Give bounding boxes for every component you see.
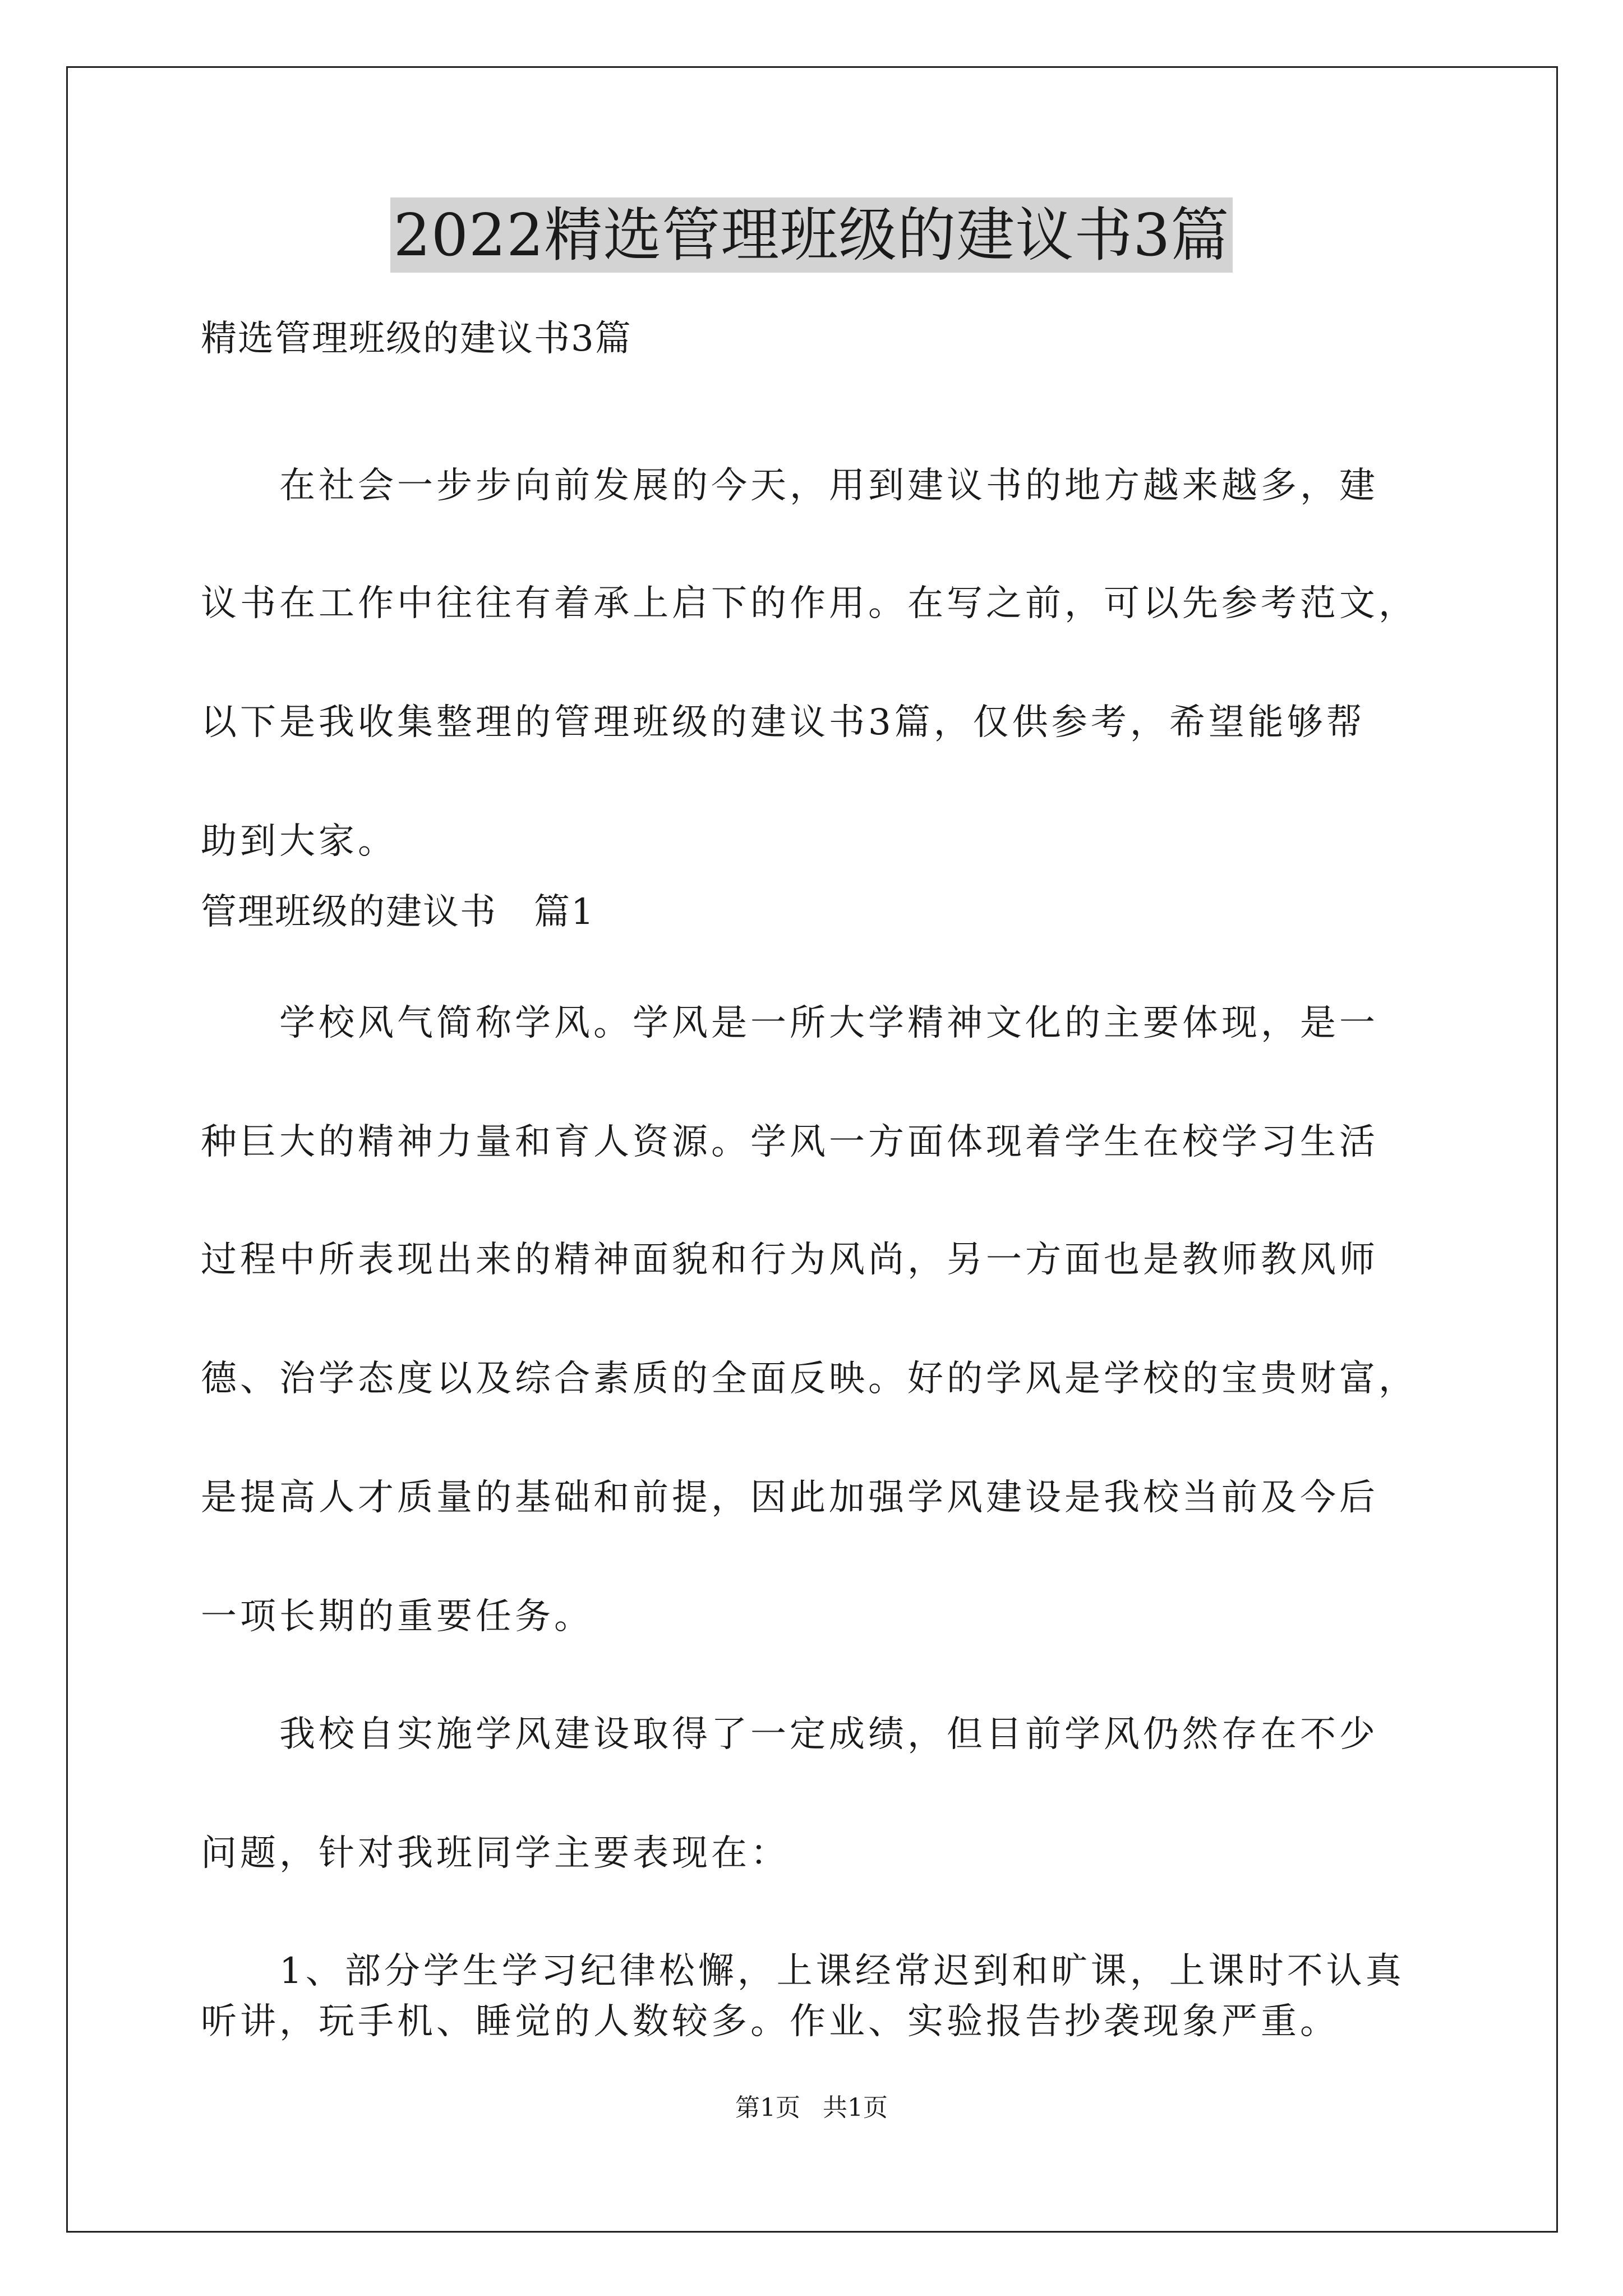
paragraph-line: 1、部分学生学习纪律松懈，上课经常迟到和旷课，上课时不认真 <box>201 1950 1405 1992</box>
page-total: 共1页 <box>823 2093 888 2122</box>
paragraph-line: 一项长期的重要任务。 <box>201 1596 593 1637</box>
paragraph-line: 德、治学态度以及综合素质的全面反映。好的学风是学校的宝贵财富， <box>201 1358 1418 1400</box>
paragraph-line: 种巨大的精神力量和育人资源。学风一方面体现着学生在校学习生活 <box>201 1121 1378 1163</box>
title-container <box>0 197 1623 273</box>
paragraph-line: 我校自实施学风建设取得了一定成绩，但目前学风仍然存在不少 <box>201 1714 1378 1755</box>
page-number: 第1页 <box>735 2093 800 2122</box>
intro-line: 在社会一步步向前发展的今天，用到建议书的地方越来越多，建 <box>201 465 1378 507</box>
section-heading: 管理班级的建议书 篇1 <box>201 891 595 933</box>
paragraph-line: 听讲，玩手机、睡觉的人数较多。作业、实验报告抄袭现象严重。 <box>201 2001 1339 2042</box>
paragraph-line: 过程中所表现出来的精神面貌和行为风尚，另一方面也是教师教风师 <box>201 1239 1378 1281</box>
document-subtitle: 精选管理班级的建议书3篇 <box>201 318 632 360</box>
paragraph-line: 问题，针对我班同学主要表现在： <box>201 1833 790 1874</box>
intro-line: 助到大家。 <box>201 821 397 862</box>
document-title: 2022精选管理班级的建议书3篇 <box>390 197 1233 273</box>
paragraph-line: 学校风气简称学风。学风是一所大学精神文化的主要体现，是一 <box>201 1002 1378 1044</box>
paragraph-line: 是提高人才质量的基础和前提，因此加强学风建设是我校当前及今后 <box>201 1477 1378 1519</box>
page-footer <box>0 2092 1623 2124</box>
intro-line: 议书在工作中往往有着承上启下的作用。在写之前，可以先参考范文， <box>201 583 1418 624</box>
intro-line: 以下是我收集整理的管理班级的建议书3篇，仅供参考，希望能够帮 <box>201 702 1366 743</box>
